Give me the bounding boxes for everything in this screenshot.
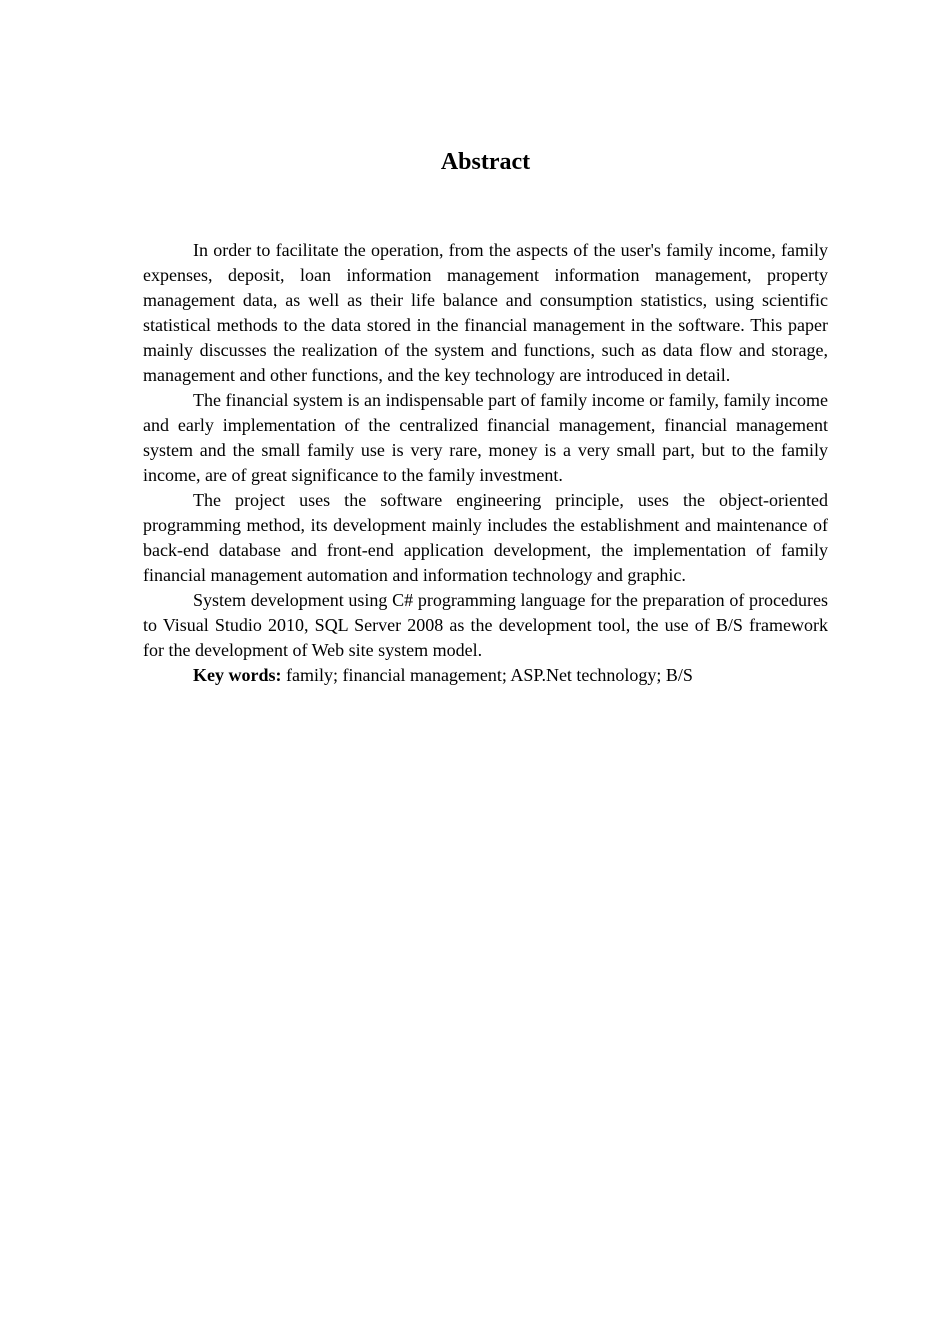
abstract-body — [143, 238, 828, 688]
page-title: Abstract — [440, 149, 531, 175]
keywords-label: Key words: — [193, 665, 282, 685]
keywords-line — [143, 663, 828, 688]
paragraph: The project uses the software engineering principle, uses the object-oriented programming method, its development mainly includes the establishment and maintenance of back-end database and front-end application development, the implementation of family financial management automation and information technology and graphic. — [143, 490, 828, 585]
paragraph: System development using C# programming language for the preparation of procedures to Visual Studio 2010, SQL Server 2008 as the development tool, the use of B/S framework for the development of Web site system model. — [143, 590, 828, 660]
paragraph: The financial system is an indispensable part of family income or family, family income and early implementation of the centralized financial management, financial management system and the small family use is very rare, money is a very small part, but to the family income, are of great significance to the family investment. — [143, 390, 828, 485]
paragraph: In order to facilitate the operation, from the aspects of the user's family income, family expenses, deposit, loan information management information management, property management data, as well as their life balance and consumption statistics, using scientific statistical methods to the data stored in the financial management in the software. This paper mainly discusses the realization of the system and functions, such as data flow and storage, management and other functions, and the key technology are introduced in detail. — [143, 240, 828, 385]
keywords-text: family; financial management; ASP.Net technology; B/S — [281, 665, 693, 685]
